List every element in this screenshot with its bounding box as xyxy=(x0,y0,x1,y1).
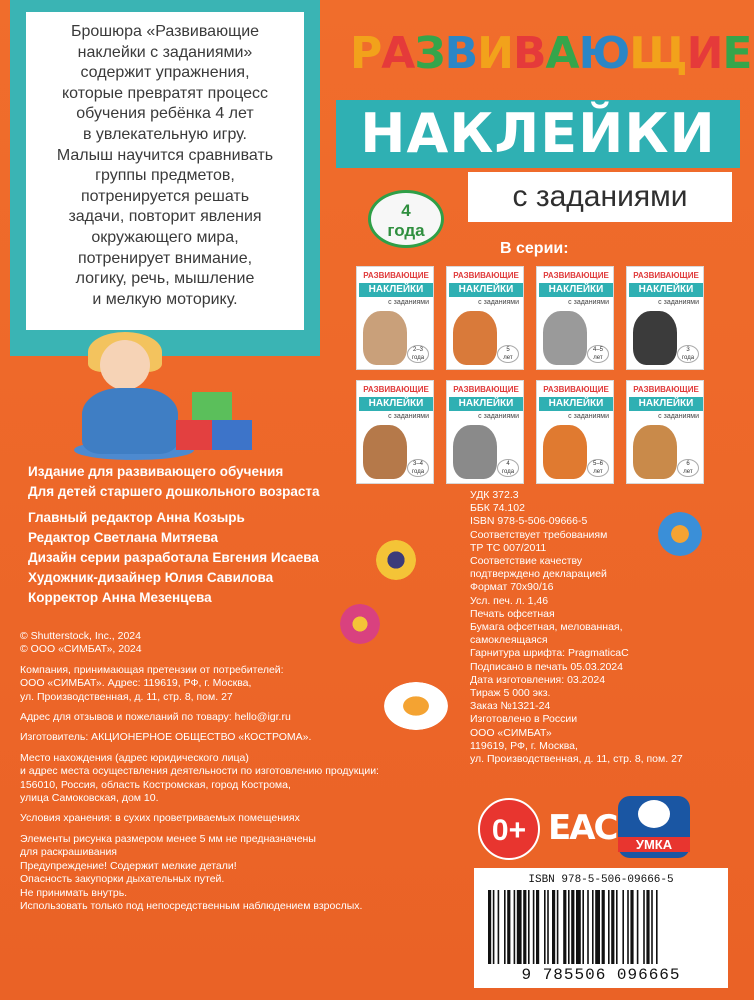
barcode-bar xyxy=(622,890,624,964)
umka-logo xyxy=(618,796,690,858)
description-box xyxy=(26,12,304,330)
barcode-bar xyxy=(488,890,491,964)
bear-icon xyxy=(638,800,670,828)
cover-age-badge: 6 лет xyxy=(677,459,699,477)
blue-block xyxy=(212,420,252,450)
cover-title: РАЗВИВАЮЩИЕ xyxy=(633,385,699,394)
cover-subtitle: с заданиями xyxy=(568,413,609,420)
series-cover xyxy=(626,380,704,484)
title-letter: И xyxy=(477,28,513,79)
cover-title: РАЗВИВАЮЩИЕ xyxy=(543,385,609,394)
title-letter: Е xyxy=(722,28,752,79)
eac-mark: EAC xyxy=(548,808,617,848)
barcode-bar xyxy=(627,890,629,964)
barcode-isbn: ISBN 978-5-506-09666-5 xyxy=(528,874,674,886)
credit-line: Редактор Светлана Митяева xyxy=(28,530,218,545)
cover-title: РАЗВИВАЮЩИЕ xyxy=(633,271,699,280)
cover-age-badge: 4 года xyxy=(497,459,519,477)
cover-title-band: НАКЛЕЙКИ xyxy=(359,283,433,297)
cover-title: РАЗВИВАЮЩИЕ xyxy=(543,271,609,280)
series-cover xyxy=(536,266,614,370)
cover-title-band: НАКЛЕЙКИ xyxy=(539,397,613,411)
barcode-bar xyxy=(616,890,618,964)
subtitle: с заданиями xyxy=(512,180,688,213)
flower-decoration xyxy=(376,540,416,580)
barcode-bar xyxy=(547,890,549,964)
cover-subtitle: с заданиями xyxy=(658,299,699,306)
barcode-bar xyxy=(595,890,600,964)
cover-character-illustration xyxy=(543,425,587,479)
cover-title: РАЗВИВАЮЩИЕ xyxy=(363,271,429,280)
umka-logo-text: УМКА xyxy=(618,837,690,852)
cover-subtitle: с заданиями xyxy=(388,299,429,306)
barcode-bar xyxy=(587,890,589,964)
cover-title-band: НАКЛЕЙКИ xyxy=(629,283,703,297)
barcode-bar xyxy=(544,890,546,964)
cover-subtitle: с заданиями xyxy=(658,413,699,420)
cover-title-band: НАКЛЕЙКИ xyxy=(539,283,613,297)
cover-subtitle: с заданиями xyxy=(478,299,519,306)
barcode-bar xyxy=(557,890,559,964)
credit-line: Дизайн серии разработала Евгения Исаева xyxy=(28,550,319,565)
barcode-digits: 9 785506 096665 xyxy=(521,966,681,984)
barcode-bar xyxy=(651,890,653,964)
title-letter: З xyxy=(414,28,445,79)
copyright: © Shutterstock, Inc., 2024 © ООО «СИМБАТ», 2024 xyxy=(20,630,142,656)
claims-company: Компания, принимающая претензии от потребителей: ООО «СИМБАТ». Адрес: 119619, РФ, г. Москва, ул. Производственная, д. 11, стр. 8, пом. 27 xyxy=(20,663,284,703)
description-text: Брошюра «Развивающие наклейки с заданиями» содержит упражнения, которые превратят процесс обучения ребёнка 4 лет в увлекательную игру. Малыш научится сравнивать группы предметов, потренируется решать задачи, повторит явления окружающего мира, потренирует внимание, логику, речь, мышление и мелкую моторику. xyxy=(56,23,274,308)
barcode-bar xyxy=(582,890,584,964)
red-block xyxy=(176,420,216,450)
title-line-1 xyxy=(350,28,752,88)
barcode-bar xyxy=(533,890,535,964)
barcode-bar xyxy=(507,890,510,964)
title-letter: Щ xyxy=(629,28,687,79)
credit-line: Художник-дизайнер Юлия Савилова xyxy=(28,570,274,585)
cover-character-illustration xyxy=(363,311,407,365)
cover-age-badge: 2–3 года xyxy=(407,345,429,363)
storage-conditions: Условия хранения: в сухих проветриваемых помещениях xyxy=(20,812,300,825)
age-badge-line: года xyxy=(387,221,425,240)
barcode-bar xyxy=(536,890,539,964)
cover-title: РАЗВИВАЮЩИЕ xyxy=(363,385,429,394)
feedback-address: Адрес для отзывов и пожеланий по товару: hello@igr.ru xyxy=(20,711,291,724)
cover-age-badge: 4–5 лет xyxy=(587,345,609,363)
barcode-bar xyxy=(643,890,645,964)
barcode-bar xyxy=(493,890,495,964)
series-cover xyxy=(626,266,704,370)
series-cover xyxy=(356,266,434,370)
barcode-bar xyxy=(602,890,605,964)
cover-age-badge: 3–4 года xyxy=(407,459,429,477)
manufacturer: Изготовитель: АКЦИОНЕРНОЕ ОБЩЕСТВО «КОСТРОМА». xyxy=(20,731,312,744)
cover-title-band: НАКЛЕЙКИ xyxy=(629,397,703,411)
title-line-2: НАКЛЕЙКИ xyxy=(360,102,716,165)
warnings: Элементы рисунка размером менее 5 мм не предназначены для раскрашивания Предупреждение! Содержит мелкие детали! Опасность закупорки дыхательных путей. Не принимать внутрь. Использовать только под непосредственным наблюдением взрослых. xyxy=(20,832,363,912)
barcode-bar xyxy=(514,890,516,964)
series-cover xyxy=(446,266,524,370)
doll-body-illustration xyxy=(82,388,178,454)
cover-title-band: НАКЛЕЙКИ xyxy=(359,397,433,411)
barcode-bar xyxy=(552,890,555,964)
barcode-bar xyxy=(568,890,570,964)
doll-head-illustration xyxy=(100,340,150,390)
cover-character-illustration xyxy=(543,311,587,365)
barcode-bar xyxy=(592,890,594,964)
cover-title-band: НАКЛЕЙКИ xyxy=(449,397,523,411)
credit-line: Корректор Анна Мезенцева xyxy=(28,590,212,605)
barcode-bar xyxy=(571,890,574,964)
barcode-bar xyxy=(523,890,526,964)
cover-character-illustration xyxy=(453,311,497,365)
green-block xyxy=(192,392,232,422)
manufacturer-address: Место нахождения (адрес юридического лица) и адрес места осуществления деятельности по изготовлению продукции: 156010, Россия, область Костромская, город Кострома, улица Самоковская, дом 10. xyxy=(20,751,379,805)
title-letter: Ю xyxy=(578,28,630,79)
credit-line: Издание для развивающего обучения xyxy=(28,464,284,479)
legal-info xyxy=(20,630,460,920)
cover-age-badge: 5 лет xyxy=(497,345,519,363)
barcode-bar xyxy=(608,890,610,964)
title-letter: И xyxy=(686,28,723,79)
barcode xyxy=(488,890,716,964)
cover-title: РАЗВИВАЮЩИЕ xyxy=(453,271,519,280)
flower-decoration xyxy=(340,604,380,644)
title-letter: А xyxy=(545,28,579,79)
barcode-bar xyxy=(611,890,614,964)
credits xyxy=(28,462,388,608)
barcode-bar xyxy=(517,890,522,964)
publication-data: УДК 372.3 ББК 74.102 ISBN 978-5-506-09666-5 Соответствует требованиям ТР ТС 007/2011 Соответствие качеству подтверждено декларацией Формат 70х90/16 Усл. печ. л. 1,46 Печать офсетная Бумага офсетная, мелованная, самоклеящаяся Гарнитура шрифта: PragmaticaC Подписано в печать 05.03.2024 Дата изготовления: 03.2024 Тираж 5 000 экз. Заказ №1321-24 Изготовлено в России ООО «СИМБАТ» 119619, РФ, г. Москва, ул. Производственная, д. 11, стр. 8, пом. 27 xyxy=(470,489,683,766)
barcode-bar xyxy=(528,890,530,964)
barcode-bar xyxy=(630,890,633,964)
barcode-bar xyxy=(504,890,506,964)
cover-title: РАЗВИВАЮЩИЕ xyxy=(453,385,519,394)
age-badge xyxy=(368,190,444,248)
cover-subtitle: с заданиями xyxy=(388,413,429,420)
title-letter: Р xyxy=(350,28,382,79)
cover-subtitle: с заданиями xyxy=(568,299,609,306)
cover-character-illustration xyxy=(633,311,677,365)
barcode-bar xyxy=(656,890,658,964)
cover-subtitle: с заданиями xyxy=(478,413,519,420)
cover-age-badge: 5–6 лет xyxy=(587,459,609,477)
series-covers xyxy=(356,266,710,486)
age-badge-line: 4 xyxy=(401,201,411,220)
description-panel xyxy=(10,0,320,356)
title-letter: В xyxy=(512,28,546,79)
credit-line: Для детей старшего дошкольного возраста xyxy=(28,484,320,499)
flower-decoration xyxy=(658,512,702,556)
barcode-bar xyxy=(637,890,639,964)
cover-title-band: НАКЛЕЙКИ xyxy=(449,283,523,297)
cover-age-badge: 3 года xyxy=(677,345,699,363)
series-label: В серии: xyxy=(500,240,569,257)
title-letter: А xyxy=(381,28,415,79)
age-rating-mark: 0+ xyxy=(478,798,540,860)
flower-decoration xyxy=(384,682,448,730)
barcode-bar xyxy=(563,890,566,964)
credit-line: Главный редактор Анна Козырь xyxy=(28,510,245,525)
cover-character-illustration xyxy=(633,425,677,479)
barcode-bar xyxy=(646,890,649,964)
series-cover xyxy=(446,380,524,484)
cover-character-illustration xyxy=(453,425,497,479)
barcode-bar xyxy=(576,890,581,964)
title-letter: В xyxy=(444,28,478,79)
barcode-bar xyxy=(498,890,500,964)
series-cover xyxy=(536,380,614,484)
